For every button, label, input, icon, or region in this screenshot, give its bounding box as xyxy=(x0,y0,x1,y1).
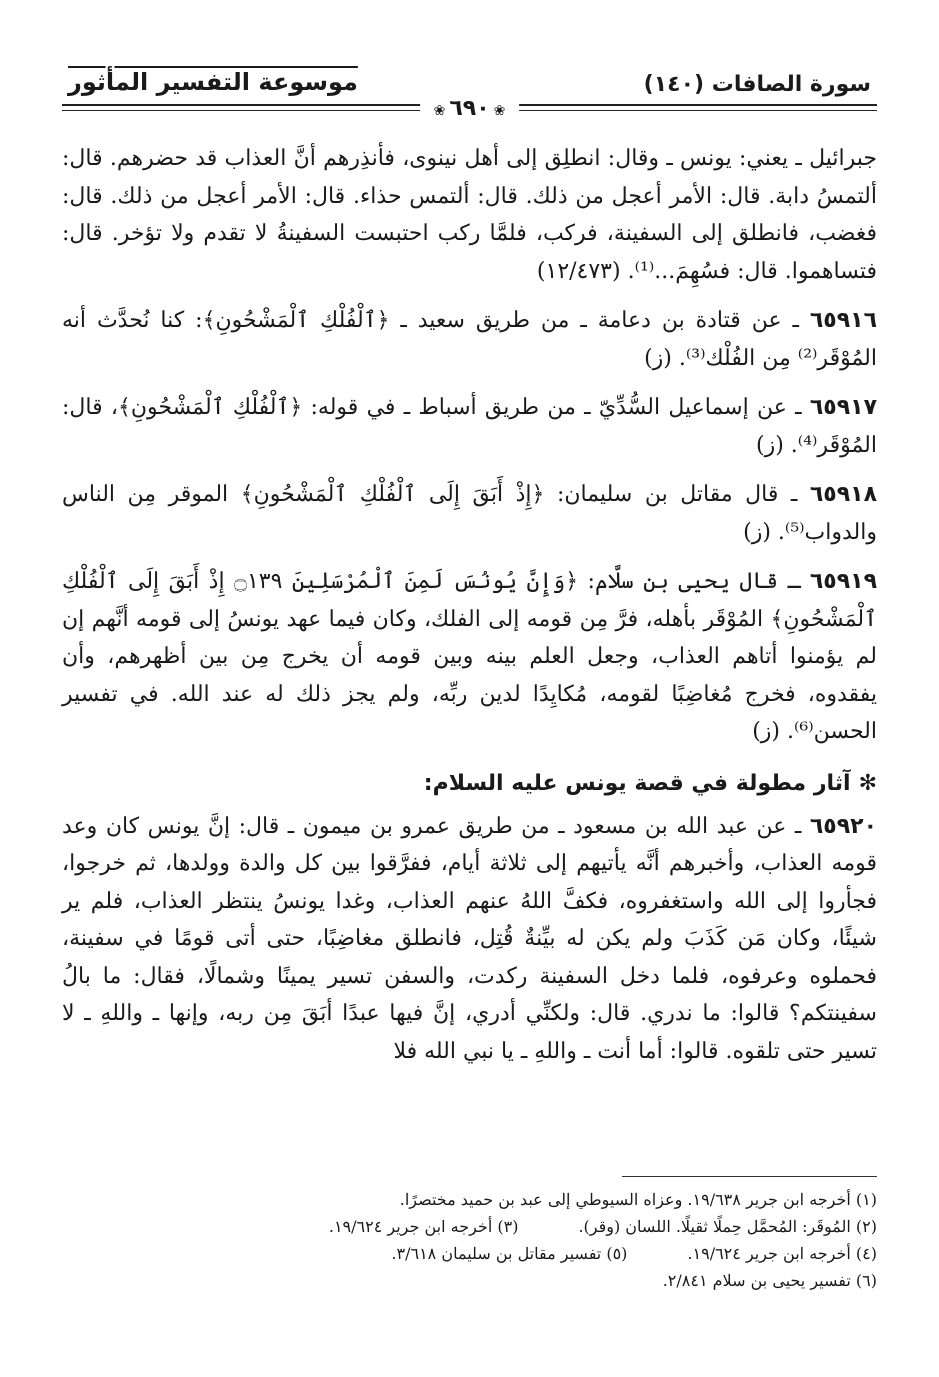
paragraph: ٦٥٩١٦ ـ عن قتادة بن دعامة ـ من طريق سعيد ـ ﴿ٱلْفُلْكِ ٱلْمَشْحُونِ﴾: كنا نُحدَّث أنه المُوْقَر⁽²⁾ مِن الفُلْك⁽³⁾. (ز) xyxy=(62,308,877,371)
book-title: موسوعة التفسير المأثور xyxy=(68,68,358,96)
athar-number: ٦٥٩٢٠ xyxy=(809,813,877,839)
athar-number: ٦٥٩١٩ xyxy=(809,569,878,594)
footnote-row xyxy=(62,1240,877,1267)
footnote: (٦) تفسير يحيى بن سلام ٢/٨٤١. xyxy=(662,1271,877,1290)
main-text xyxy=(62,140,877,1082)
athar-number: ٦٥٩١٧ xyxy=(809,395,877,420)
athar-number: ٦٥٩١٨ xyxy=(809,482,877,507)
footnote-row xyxy=(62,1213,877,1240)
paragraph: ٦٥٩٢٠ ـ عن عبد الله بن مسعود ـ من طريق عمرو بن ميمون ـ قال: إنَّ يونس كان وعد قومه العذاب، وأخبرهم أنَّه يأتيهم إلى ثلاثة أيام، ففرَّقوا بين كل والدة وولدها، ثم خرجوا، فجأروا إلى الله واستغفروه، فكفَّ اللهُ عنهم العذاب، وغدا يونسُ ينتظر العذاب، فلم ير شيئًا، وكان مَن كَذَبَ ولم يكن له بيِّنةٌ قُتِل، فانطلق مغاضِبًا، حتى أتى قومًا في سفينة، فحملوه وعرفوه، فلما دخل السفينة ركدت، والسفن تسير يمينًا وشمالًا، فقال: ما بالُ سفينتكم؟ قالوا: ما ندري. قال: ولكنِّي أدري، إنَّ فيها عبدًا أبَقَ مِن ربه، وإنها ـ واللهِ ـ لا تسير حتى تلقوه. قالوا: أما أنت ـ واللهِ ـ يا نبي الله فلا xyxy=(62,813,877,1064)
ornament-icon: ❀ xyxy=(493,103,506,119)
surah-title: سورة الصافات (١٤٠) xyxy=(643,72,871,97)
paragraph: ٦٥٩١٩ ـ قال يحيى بن سلَّام: ﴿وَإِنَّ يُونُسَ لَمِنَ ٱلْمُرْسَلِينَ ۝١٣٩ إِذْ أَبَقَ إِلَى ٱلْفُلْكِ ٱلْمَشْحُونِ﴾ المُوْقَر بأهله، فرَّ مِن قومه إلى الفلك، وكان فيما عهد يونسُ إلى قومه أنَّهم إن لم يؤمنوا أتاهم العذاب، وجعل العلم بينه وبين قومه أن يخرج مِن بين أظهرهم، وأن يفقدوه، فخرج مُغاضِبًا لقومه، مُكايِدًا لدين ربِّه، ولم يجز ذلك له عند الله. في تفسير الحسن⁽⁶⁾. (ز) xyxy=(62,569,878,744)
page-header xyxy=(62,58,877,128)
footnote: (١) أخرجه ابن جرير ١٩/٦٣٨. وعزاه السيوطي إلى عبد بن حميد مختصرًا. xyxy=(399,1190,877,1209)
footnote: (٣) أخرجه ابن جرير ١٩/٦٢٤. xyxy=(328,1217,519,1236)
paragraph: ٦٥٩١٨ ـ قال مقاتل بن سليمان: ﴿إِذْ أَبَقَ إِلَى ٱلْفُلْكِ ٱلْمَشْحُونِ﴾ الموقر مِن الناس والدواب⁽⁵⁾. (ز) xyxy=(62,482,877,545)
page-number: ❀٦٩٠❀ xyxy=(420,96,520,121)
ornament-icon: ❀ xyxy=(433,103,446,119)
paragraph: جبرائيل ـ يعني: يونس ـ وقال: انطلِق إلى أهل نينوى، فأنذِرهم أنَّ العذاب قد حضرهم. قال: ألتمسُ دابة. قال: الأمر أعجل من ذلك. قال: ألتمس حذاء. قال: الأمر أعجل من ذلك. قال: فغضب، فانطلق إلى السفينة، فركب، فلمَّا ركب احتبست السفينةُ لا تقدم ولا تؤخر. قال: فتساهموا. قال: فسُهِمَ...⁽¹⁾. (١٢/٤٧٣) xyxy=(62,146,877,284)
athar-number: ٦٥٩١٦ xyxy=(809,308,877,333)
footnote: (٢) المُوقَر: المُحمَّل حِملًا ثقيلًا. اللسان (وقر). xyxy=(578,1217,877,1236)
star-ornament-icon: ✻ xyxy=(858,770,877,796)
footnotes xyxy=(62,1186,877,1294)
paragraph: ٦٥٩١٧ ـ عن إسماعيل السُّدِّيّ ـ من طريق أسباط ـ في قوله: ﴿ٱلْفُلْكِ ٱلْمَشْحُونِ﴾، قال: المُوْقَر⁽⁴⁾. (ز) xyxy=(62,395,877,458)
footnote-separator xyxy=(622,1176,877,1177)
footnote: (٤) أخرجه ابن جرير ١٩/٦٢٤. xyxy=(687,1244,877,1263)
section-heading: ✻آثار مطولة في قصة يونس عليه السلام: xyxy=(423,770,877,796)
footnote: (٥) تفسير مقاتل بن سليمان ٣/٦١٨. xyxy=(391,1244,628,1263)
